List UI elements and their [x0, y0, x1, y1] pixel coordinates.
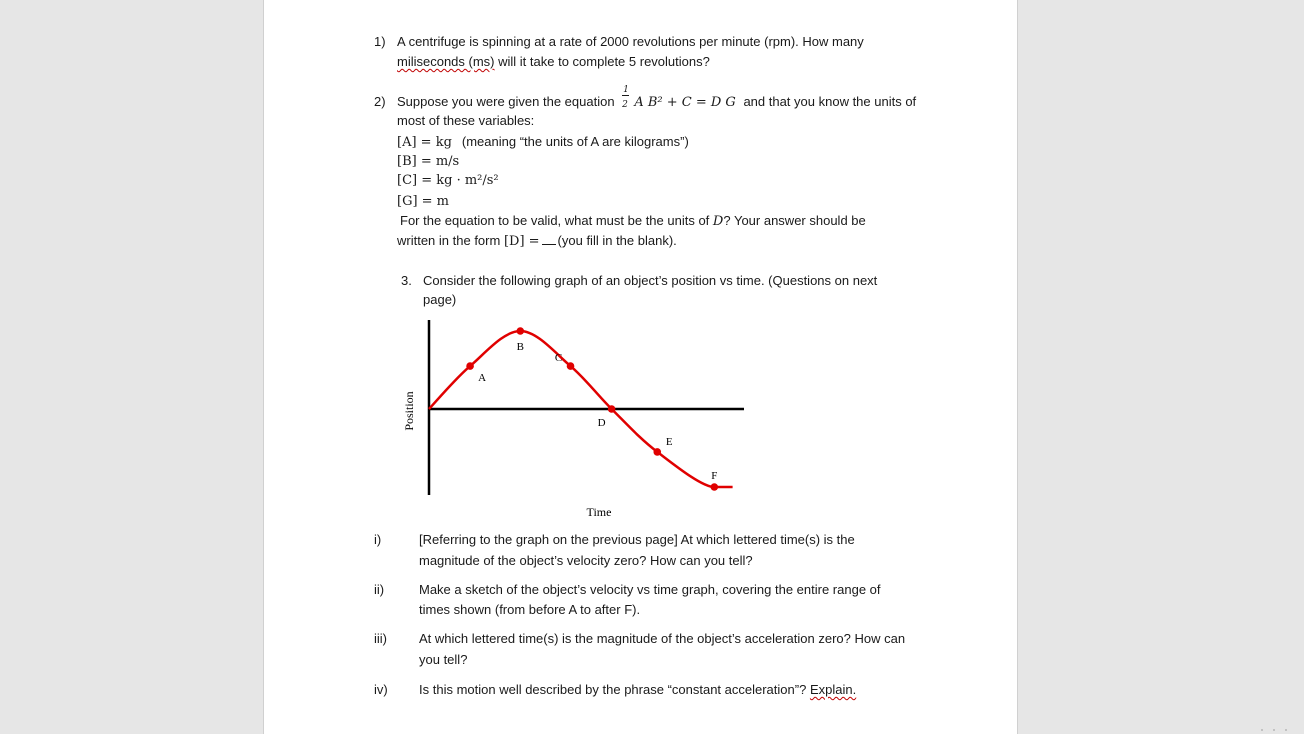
- point-label-f: F: [711, 470, 718, 482]
- document-page: [263, 0, 1018, 734]
- point-a: [466, 362, 474, 370]
- x-axis-label: Time: [586, 505, 612, 519]
- point-label-c: C: [554, 352, 563, 365]
- point-c: [567, 362, 575, 370]
- q2-intro: Suppose you were given the equation: [397, 94, 615, 109]
- answer-blank: [542, 232, 556, 245]
- y-axis-label: Position: [402, 391, 416, 431]
- equation-body: A B² + C = D G: [634, 95, 736, 110]
- position-time-graph: [394, 315, 754, 520]
- point-e: [653, 448, 661, 456]
- point-d: [608, 405, 616, 413]
- unit-row-g: [G] = m: [397, 194, 450, 209]
- point-label-a: A: [478, 372, 487, 385]
- misspelled-word[interactable]: miliseconds (ms): [397, 54, 495, 69]
- subq-iii-line1: At which lettered time(s) is the magnitude of the object’s acceleration zero? How can: [419, 631, 906, 646]
- subq-iv-line1: Is this motion well described by the phrase “constant acceleration”? Explain.: [419, 682, 857, 697]
- q2-line1: [397, 85, 917, 111]
- subq-i-line1: [Referring to the graph on the previous page] At which lettered time(s) is the: [419, 532, 855, 547]
- q3-number: 3.: [401, 273, 412, 288]
- q3-line2: page): [423, 292, 457, 307]
- scroll-indicator: [1258, 728, 1298, 732]
- q3-line1: Consider the following graph of an object’s position vs time. (Questions on next: [423, 273, 878, 288]
- unit-row-c: [C] = kg · m²/s²: [397, 173, 499, 188]
- subq-iv-number: iv): [374, 682, 388, 697]
- unit-row-b: [B] = m/s: [397, 154, 460, 169]
- q2-equation: [622, 85, 736, 110]
- subq-iii-number: iii): [374, 631, 387, 646]
- subq-ii-number: ii): [374, 582, 385, 597]
- point-label-b: B: [516, 341, 524, 353]
- q2-intro-tail: and that you know the units of: [743, 94, 917, 109]
- q1-line2: [397, 53, 710, 70]
- point-label-e: E: [665, 435, 673, 448]
- q2-line2: most of these variables:: [397, 113, 535, 128]
- point-b: [517, 327, 525, 335]
- subq-i-number: i): [374, 532, 382, 547]
- subq-i-line2: magnitude of the object’s velocity zero? How can you tell?: [419, 553, 753, 568]
- point-label-d: D: [597, 417, 606, 429]
- q2-prompt-line1: For the equation to be valid, what must be the units of D? Your answer should be: [400, 213, 866, 229]
- subq-iii-line2: you tell?: [419, 652, 468, 667]
- subq-ii-line2: times shown (from before A to after F).: [419, 602, 641, 617]
- q1-line1: A centrifuge is spinning at a rate of 2000 revolutions per minute (rpm). How many: [397, 34, 864, 49]
- subq-ii-line1: Make a sketch of the object’s velocity vs time graph, covering the entire range of: [419, 582, 881, 597]
- q1-line2-rest: will it take to complete 5 revolutions?: [494, 54, 710, 69]
- unit-row-a: [A] = kg (meaning “the units of A are kilograms”): [397, 134, 689, 150]
- q1-number: 1): [374, 34, 386, 49]
- misspelled-word-explain[interactable]: Explain.: [809, 682, 857, 697]
- point-f: [711, 483, 719, 491]
- half-fraction: $\frac{1}{2}$: [622, 85, 629, 110]
- q2-prompt-line2: written in the form [D] = (you fill in the blank).: [397, 233, 677, 249]
- q2-number: 2): [374, 94, 386, 109]
